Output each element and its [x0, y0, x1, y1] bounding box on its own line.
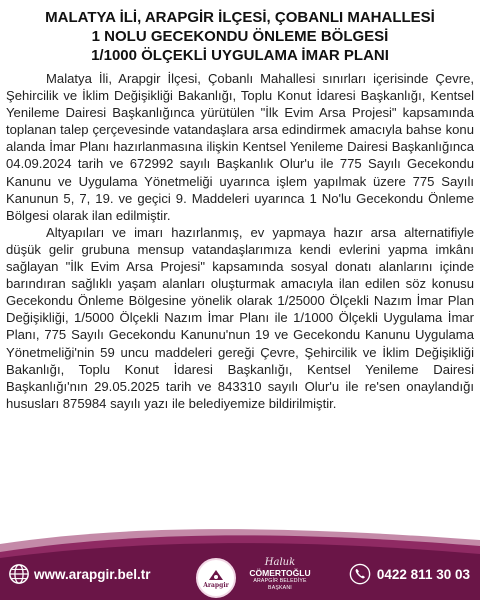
footer-wave-background [0, 522, 480, 600]
footer-banner [0, 522, 480, 600]
website-link[interactable] [8, 563, 151, 585]
announcement-body [6, 70, 474, 412]
mayor-role: ARAPGİR BELEDİYE BAŞKANI [253, 578, 307, 591]
mayor-name: CÖMERTOĞLU [249, 568, 311, 578]
mayor-signature-block [244, 558, 316, 592]
phone-icon [349, 563, 371, 585]
logo-emblem-icon [207, 568, 225, 582]
announcement-title [20, 8, 460, 65]
body-paragraph-1: Malatya İli, Arapgir İlçesi, Çobanlı Mahallesi sınırları içerisinde Çevre, Şehircilik ve İklim Değişikliği Bakanlığı, Toplu Konut İdaresi Başkanlığı, Kentsel Yenileme Dairesi Başkanlığınca yürütülen "İlk Evim Arsa Projesi" kapsamında toplanan talep çerçevesinde vatandaşlara arsa edindirmek amacıyla bahse konu alanda İmar Planı hazırlanmasına ilişkin Kentsel Yenileme Dairesi Başkanlığınca 04.09.2024 tarih ve 672992 sayılı Başkanlık Olur'u ile 775 Sayılı Gecekondu Kanunu ve Uygulama Yönetmeliği uyarınca işlem yapılmak üzere 775 Sayılı Kanunun 5, 7, 19. ve geçici 9. Maddeleri uyarınca 1 No'lu Gecekondu Önleme Bölgesi olarak ilan edilmiştir. [6, 71, 474, 223]
title-line-1: MALATYA İLİ, ARAPGİR İLÇESİ, ÇOBANLI MAHALLESİ [45, 9, 435, 26]
logo-text: Arapgir [203, 581, 229, 589]
municipality-logo [196, 558, 236, 598]
body-paragraph-2: Altyapıları ve imarı hazırlanmış, ev yapmaya hazır arsa alternatifiyle düşük gelir grubuna mensup vatandaşlarımıza kendi evlerini yapma imkânı sağlayan "İlk Evim Arsa Projesi" kapsamında sosyal donatı alanlarını içinde barındıran sağlıklı yaşam alanları oluşturmak amacıyla ilan edilen söz konusu Gecekondu Önleme Bölgesine yönelik olarak 1/25000 Ölçekli Nazım İmar Plan Değişikliği, 1/5000 Ölçekli Nazım İmar Planı ile 1/1000 Ölçekli Uygulama İmar Planı, 775 Sayılı Gecekondu Kanunu'nun 19 ve Gecekondu Kanunu Uygulama Yönetmeliği'nin 59 uncu maddeleri gereği Çevre, Şehircilik ve İklim Değişikliği Bakanlığı, Toplu Konut İdaresi Başkanlığı, Kentsel Yenileme Dairesi Başkanlığı'nın 29.05.2025 tarih ve 843310 sayılı Olur'u ile re'sen onaylandığı hususları 875984 sayılı yazı ile belediyemize bildirilmiştir. [6, 224, 474, 411]
phone-number: 0422 811 30 03 [376, 566, 470, 582]
phone-contact[interactable] [349, 563, 470, 585]
mayor-signature: Haluk [264, 557, 296, 568]
title-line-3: 1/1000 ÖLÇEKLİ UYGULAMA İMAR PLANI [91, 47, 389, 64]
title-line-2: 1 NOLU GECEKONDU ÖNLEME BÖLGESİ [91, 28, 389, 45]
website-text: www.arapgir.bel.tr [34, 566, 151, 582]
globe-icon [8, 563, 30, 585]
